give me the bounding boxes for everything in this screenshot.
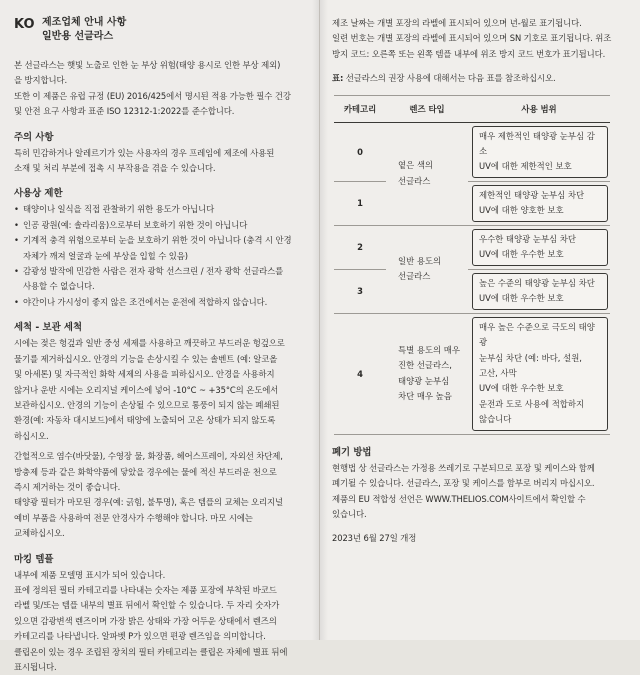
intro-section (14, 58, 307, 120)
marking-paragraph (14, 568, 307, 675)
cleaning-line: 하십시오. (14, 430, 49, 441)
dates-line: 제조 날짜는 개별 포장의 라벨에 표시되어 있으며 년-월로 표기됩니다. (332, 18, 582, 28)
table-row (334, 269, 610, 313)
cleaning-line: 시에는 젖은 헝겊과 일반 중성 세제를 사용하고 깨끗하고 부드러운 헝겊으로 (14, 338, 285, 349)
table-header-category: 카테고리 (334, 95, 386, 122)
lens-type-cell: 특별 용도의 매우 진한 선글라스, 태양광 눈부심 차단 매우 높음 (386, 313, 468, 434)
list-item: • 감광성 발작에 민감한 사람은 전자 광학 선스크린 / 전자 광학 선글라스를 사용할 수 없습니다. (14, 264, 307, 295)
cleaning-paragraph (14, 336, 307, 444)
category-number: 1 (334, 181, 386, 225)
document-subtitle: 일반용 선글라스 (42, 31, 114, 42)
marking-line: 라벨 및/또는 템플 내부의 별표 뒤에서 확인할 수 있습니다. 두 자리 숫자가 (14, 600, 280, 611)
usage-cell: 매우 높은 수준으로 극도의 태양광 눈부심 차단 (예: 바다, 설원, 고산, 사막 UV에 대한 우수한 보호 운전과 도로 사용에 적합하지 않습니다 (468, 313, 610, 434)
usage-cell: 매우 제한적인 태양광 눈부심 감소 UV에 대한 제한적인 보호 (468, 122, 610, 181)
cleaning-line: 보관하십시오. 안경의 기능이 손상될 수 있으므로 통풍이 되지 않는 폐쇄된 (14, 399, 280, 410)
cleaning-line: 물기를 제거하십시오. 안경의 기능을 손상시킬 수 있는 솔벤트 (예: 알코올 (14, 353, 278, 364)
cleaning-line: 예비 부품을 사용하여 전문 안경사가 수행해야 합니다. 마모 시에는 (14, 512, 253, 523)
disposal-paragraph (332, 461, 626, 523)
intro-line: 및 안전 요구 사항과 표준 ISO 12312-1:2022를 준수합니다. (14, 106, 235, 117)
marking-line: 클립온이 있는 경우 조립된 장치의 필터 카테고리는 클립온 자체에 별표 뒤에 (14, 646, 288, 657)
language-code: KO (14, 17, 35, 32)
intro-line: 을 방지합니다. (14, 75, 68, 86)
marking-line: 표시됩니다. (14, 662, 57, 672)
header-titles (42, 16, 126, 44)
table-row (334, 122, 610, 181)
category-table (334, 95, 610, 435)
table-row (334, 181, 610, 225)
list-item: • 야간이나 가시성이 좋지 않은 조건에서는 운전에 적합하지 않습니다. (14, 295, 307, 310)
cleaning-line: 즉시 제거하는 것이 좋습니다. (14, 481, 121, 492)
restrictions-heading: 사용상 제한 (14, 188, 63, 200)
usage-cell: 우수한 태양광 눈부심 차단 UV에 대한 우수한 보호 (468, 225, 610, 269)
category-number: 0 (334, 122, 386, 181)
lens-type-cell: 일반 용도의 선글라스 (386, 225, 468, 313)
revision-date: 2023년 6월 27일 개정 (332, 533, 417, 544)
usage-cell: 높은 수준의 태양광 눈부심 차단 UV에 대한 우수한 보호 (468, 269, 610, 313)
marking-line: 내부에 제품 모델명 표시가 되어 있습니다. (14, 569, 166, 580)
caution-line: 소재 및 처리 부분에 접촉 시 부작용을 겪을 수 있습니다. (14, 163, 216, 174)
caution-heading: 주의 사항 (14, 131, 54, 143)
restrictions-list (14, 202, 307, 310)
cleaning-line: 방충제 등과 같은 화학약품에 닿았을 경우에는 물에 적신 부드러운 천으로 (14, 466, 277, 477)
dates-line: 방지 코드: 오른쪽 또는 왼쪽 템플 내부에 위조 방지 코드 번호가 표기됩니다. (332, 48, 606, 59)
dates-section (332, 16, 626, 62)
disposal-heading: 폐기 방법 (332, 446, 372, 458)
disposal-line: 폐기될 수 있습니다. 선글라스, 포장 및 케이스를 함부로 버리지 마십시오. (332, 478, 595, 489)
category-number: 3 (334, 269, 386, 313)
cleaning-line: 교체하십시오. (14, 528, 65, 539)
category-number: 2 (334, 225, 386, 269)
page-header (14, 16, 307, 44)
list-item: • 기계적 충격 위험으로부터 눈을 보호하기 위한 것이 아닙니다 (충격 시 안경 자체가 깨져 얼굴과 눈에 부상을 입힐 수 있음) (14, 233, 307, 264)
marking-heading: 마킹 템플 (14, 553, 54, 565)
marking-line: 표에 정의된 필터 카테고리를 나타내는 숫자는 제품 포장에 부착된 바코드 (14, 584, 277, 595)
document-title: 제조업체 안내 사항 (42, 17, 127, 28)
cleaning-line: 않거나 운반 시에는 오리지널 케이스에 넣어 -10°C ~ +35°C의 온도에서 (14, 384, 279, 395)
table-row (334, 225, 610, 269)
disposal-line: 현행법 상 선글라스는 가정용 쓰레기로 구분되므로 포장 및 케이스와 함께 (332, 462, 595, 473)
table-header-lens-type: 렌즈 타입 (386, 95, 468, 122)
table-header-usage: 사용 범위 (468, 95, 610, 122)
usage-cell: 제한적인 태양광 눈부심 차단 UV에 대한 양호한 보호 (468, 181, 610, 225)
lens-type-cell: 옅은 색의 선글라스 (386, 122, 468, 225)
table-caption: 표: 선글라스의 권장 사용에 대해서는 다음 표를 참조하십시오. (332, 73, 556, 84)
dates-line: 일련 번호는 개별 포장의 라벨에 표시되어 있으며 SN 기호로 표기됩니다. 위조 (332, 33, 612, 44)
left-page (0, 0, 320, 672)
cleaning-line: 태양광 필터가 마모된 경우(예: 긁힘, 불투명), 혹은 템플의 교체는 오리지널 (14, 497, 283, 508)
disposal-line: 있습니다. (332, 508, 367, 519)
cleaning-line: 환경(예: 자동차 대시보드)에서 태양에 노출되어 고온 상태가 되지 않도록 (14, 415, 276, 426)
list-item: • 인공 광원(예: 솔라리움)으로부터 보호하기 위한 것이 아닙니다 (14, 218, 307, 233)
category-number: 4 (334, 313, 386, 434)
list-item: • 태양이나 일식을 직접 관찰하기 위한 용도가 아닙니다 (14, 202, 307, 217)
cleaning-line: 및 아세톤) 및 자극적인 화학 세제의 사용을 피하십시오. 안경을 사용하지 (14, 369, 275, 380)
caution-line: 특히 민감하거나 알레르기가 있는 사용자의 경우 프레임에 제조에 사용된 (14, 147, 275, 158)
right-page (320, 0, 640, 640)
marking-line: 카테고리를 나타냅니다. 알파벳 P가 있으면 편광 렌즈임을 의미합니다. (14, 631, 266, 642)
cleaning-heading: 세척 - 보관 세척 (14, 322, 83, 334)
disposal-line: 제품의 EU 적합성 선언은 WWW.THELIOS.COM사이트에서 확인할 수 (332, 493, 586, 504)
table-row (334, 313, 610, 434)
marking-line: 있으면 감광변색 렌즈이며 가장 밝은 상태와 가장 어두운 상태에서 렌즈의 (14, 615, 277, 626)
intro-line: 본 선글라스는 햇빛 노출로 인한 눈 부상 위험(태양 용시로 인한 부상 제외) (14, 60, 281, 70)
cleaning-paragraph-2 (14, 449, 307, 541)
cleaning-line: 간헐적으로 염수(바닷물), 수영장 물, 화장품, 헤어스프레이, 자외선 차단제, (14, 451, 283, 462)
intro-line: 또한 이 제품은 유럽 규정 (EU) 2016/425에서 명시된 적용 가능한 필수 건강 (14, 90, 291, 101)
